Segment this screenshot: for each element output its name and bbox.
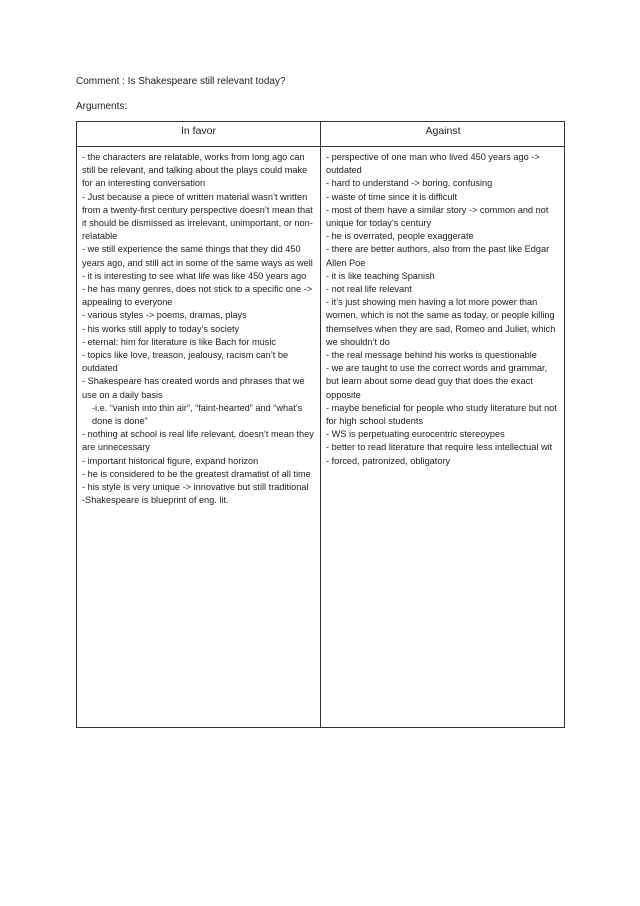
in-favor-item: - his works still apply to today’s society [82, 323, 240, 334]
in-favor-item: - it is interesting to see what life was like 450 years ago [82, 270, 307, 281]
in-favor-item: - he is considered to be the greatest dramatist of all time [82, 468, 311, 479]
against-item: - WS is perpetuating eurocentric stereoypes [326, 429, 505, 440]
in-favor-item: - various styles -> poems, dramas, plays [82, 310, 247, 321]
against-item: - forced, patronized, obligatory [326, 455, 451, 466]
header-divider [77, 146, 564, 147]
in-favor-item: -i.e. “vanish into thin air”, “faint-hearted” and “what’s done is done” [92, 402, 303, 427]
in-favor-item: - eternal: him for literature is like Bach for music [82, 336, 277, 347]
arguments-table [76, 121, 565, 728]
against-header: Against [425, 125, 461, 137]
in-favor-item: - nothing at school is real life relevant, doesn’t mean they are unnecessary [82, 429, 314, 453]
arguments-label: Arguments: [76, 101, 128, 112]
in-favor-item: - topics like love, treason, jealousy, racism can’t be outdated [82, 350, 289, 374]
against-item: - there are better authors, also from the past like Edgar Allen Poe [326, 244, 550, 268]
in-favor-item: - his style is very unique -> innovative but still traditional [82, 482, 309, 493]
against-item: - it is like teaching Spanish [326, 270, 435, 281]
in-favor-item: - important historical figure, expand horizon [82, 455, 259, 466]
in-favor-item: -Shakespeare is blueprint of eng. lit. [82, 495, 229, 506]
against-item: - the real message behind his works is questionable [326, 350, 537, 361]
against-item: - we are taught to use the correct words and grammar, but learn about some dead guy that does the exact opposite [326, 363, 548, 400]
in-favor-item: - Just because a piece of written material wasn’t written from a twenty-first century perspective doesn’t mean that it should be dismissed as irrelevant, unimportant, or non-relatable [82, 191, 313, 242]
in-favor-header: In favor [180, 125, 217, 137]
against-item: - waste of time since it is difficult [326, 191, 458, 202]
in-favor-item: - he has many genres, does not stick to a specific one -> appealing to everyone [82, 284, 313, 308]
in-favor-item: - we still experience the same things that they did 450 years ago, and still act in some of the same ways as well [82, 244, 313, 268]
against-item: - he is overrated, people exaggerate [326, 231, 474, 242]
in-favor-column [82, 151, 318, 507]
against-item: - hard to understand -> boring, confusing [326, 178, 493, 189]
against-item: - not real life relevant [326, 284, 412, 295]
page-title: Comment : Is Shakespeare still relevant today? [76, 76, 286, 87]
against-column [326, 151, 562, 468]
against-item: - better to read literature that require less intellectual wit [326, 442, 553, 453]
against-item: - maybe beneficial for people who study literature but not for high school students [326, 402, 557, 427]
against-item: - most of them have a similar story -> common and not unique for today’s century [326, 204, 549, 229]
column-divider [320, 122, 321, 727]
against-item: - perspective of one man who lived 450 years ago -> outdated [326, 152, 540, 176]
in-favor-item: - the characters are relatable, works from long ago can still be relevant, and talking about the plays could make for an interesting conversation [82, 152, 308, 189]
against-item: - it’s just showing men having a lot more power than women, which is not the same as today, or people killing themselves when they are sad, Romeo and Juliet, which we shouldn’t do [326, 297, 556, 347]
in-favor-item: - Shakespeare has created words and phrases that we use on a daily basis [82, 376, 305, 400]
